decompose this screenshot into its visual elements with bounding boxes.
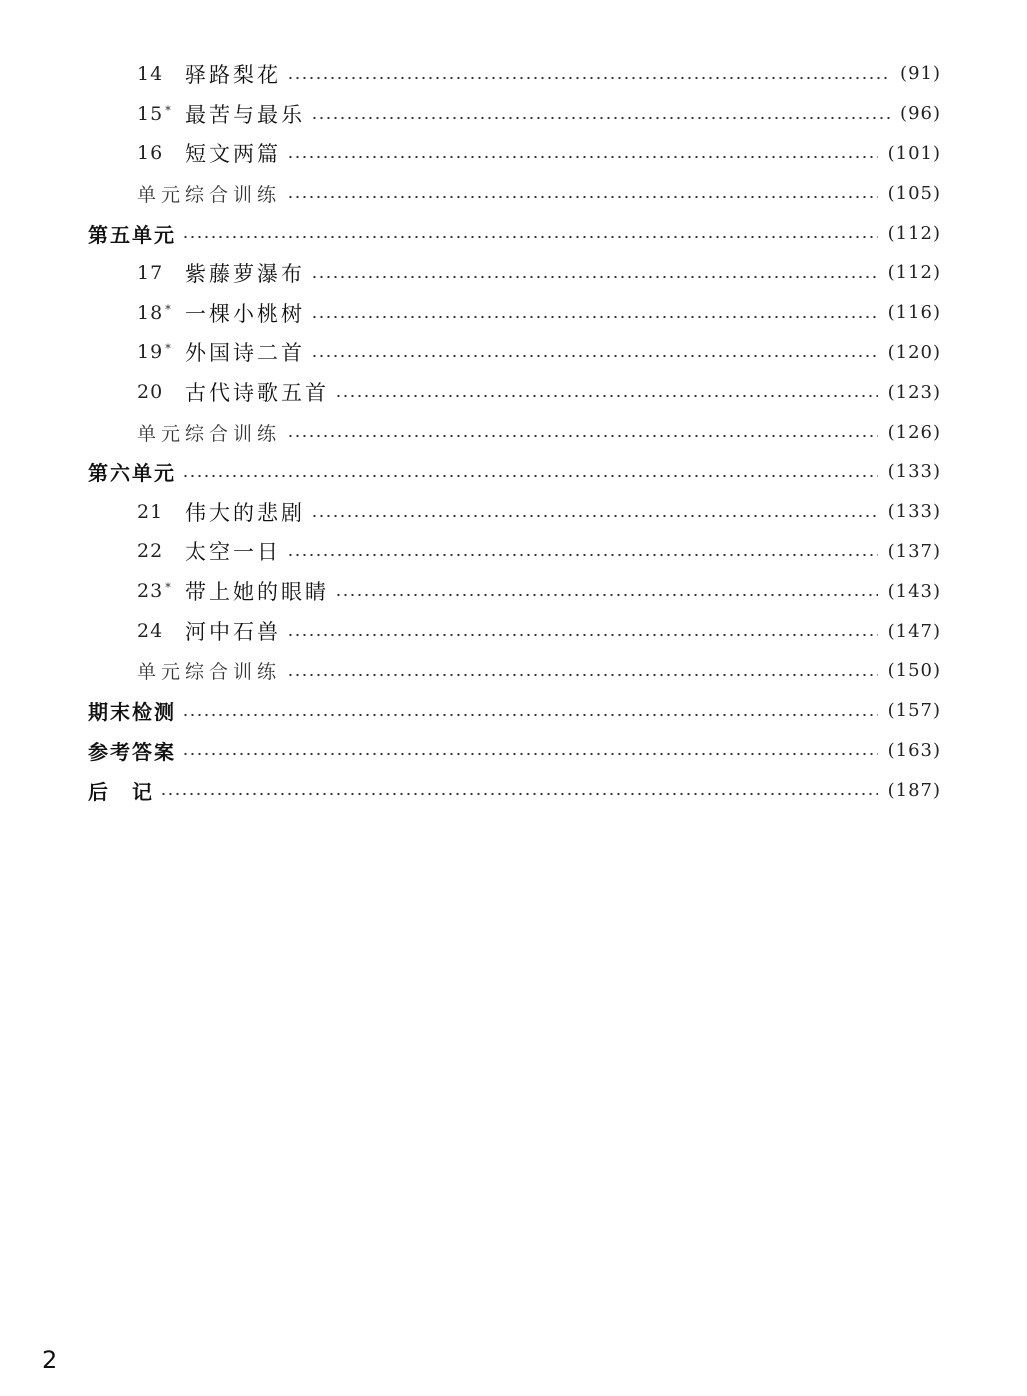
entry-page-number: (112) [887, 222, 941, 244]
toc-entry-lesson [0, 571, 1027, 611]
dot-leader [311, 275, 878, 279]
toc-entry-review [0, 173, 1027, 213]
entry-page-number: (187) [887, 779, 941, 801]
toc-entry-lesson [0, 372, 1027, 412]
entry-title: 期末检测 [88, 700, 176, 725]
entry-page-number: (96) [900, 103, 941, 125]
entry-title: 驿路梨花 [185, 62, 281, 87]
entry-page-number: (133) [887, 501, 941, 523]
entry-page-number: (163) [887, 739, 941, 761]
lesson-number: 16 [137, 142, 164, 165]
dot-leader [335, 593, 878, 597]
entry-title: 最苦与最乐 [185, 102, 305, 127]
toc-entry-lesson [0, 492, 1027, 532]
toc-entry-lesson [0, 532, 1027, 572]
entry-title: 单元综合训练 [137, 422, 282, 445]
optional-lesson-mark: * [165, 103, 172, 117]
toc-entry-lesson [0, 134, 1027, 174]
entry-page-number: (143) [887, 580, 941, 602]
entry-title: 第五单元 [88, 222, 176, 247]
toc-entry-lesson [0, 293, 1027, 333]
entry-page-number: (120) [887, 341, 941, 363]
lesson-number: 22 [137, 540, 164, 563]
dot-leader [182, 713, 878, 717]
entry-page-number: (123) [887, 381, 941, 403]
lesson-number: 21 [137, 500, 164, 523]
toc-entry-lesson [0, 54, 1027, 94]
toc-entry-unit [0, 691, 1027, 731]
entry-title: 河中石兽 [185, 620, 281, 645]
entry-page-number: (157) [887, 700, 941, 722]
entry-title: 伟大的悲剧 [185, 500, 305, 525]
toc-entry-unit [0, 731, 1027, 771]
toc-entry-unit [0, 213, 1027, 253]
entry-page-number: (137) [887, 540, 941, 562]
dot-leader [335, 394, 878, 398]
table-of-contents [0, 54, 1027, 810]
dot-leader [287, 633, 878, 637]
lesson-number: 23 * [137, 580, 172, 603]
toc-entry-lesson [0, 94, 1027, 134]
page-number: 2 [42, 1346, 58, 1374]
dot-leader [287, 76, 890, 80]
dot-leader [287, 553, 878, 557]
entry-title: 带上她的眼睛 [185, 580, 329, 605]
toc-entry-lesson [0, 333, 1027, 373]
dot-leader [287, 673, 878, 677]
toc-entry-review [0, 651, 1027, 691]
entry-title: 古代诗歌五首 [185, 381, 329, 406]
dot-leader [311, 514, 878, 518]
dot-leader [182, 235, 878, 239]
entry-title: 单元综合训练 [137, 183, 282, 206]
entry-title: 单元综合训练 [137, 661, 282, 684]
toc-entry-lesson [0, 611, 1027, 651]
entry-title: 外国诗二首 [185, 341, 305, 366]
toc-entry-unit [0, 452, 1027, 492]
entry-page-number: (112) [887, 262, 941, 284]
optional-lesson-mark: * [165, 302, 172, 316]
entry-page-number: (147) [887, 620, 941, 642]
toc-entry-unit [0, 770, 1027, 810]
dot-leader [311, 315, 878, 319]
dot-leader [287, 155, 878, 159]
lesson-number: 15 * [137, 102, 172, 125]
dot-leader [311, 354, 878, 358]
entry-title: 参考答案 [88, 739, 176, 764]
entry-page-number: (150) [887, 660, 941, 682]
dot-leader [182, 752, 878, 756]
entry-title: 一棵小桃树 [185, 301, 305, 326]
lesson-number: 19 * [137, 341, 172, 364]
entry-page-number: (133) [887, 461, 941, 483]
entry-title: 太空一日 [185, 540, 281, 565]
lesson-number: 14 [137, 62, 164, 85]
entry-title: 短文两篇 [185, 142, 281, 167]
entry-page-number: (126) [887, 421, 941, 443]
toc-entry-review [0, 412, 1027, 452]
entry-title: 第六单元 [88, 461, 176, 486]
dot-leader [182, 474, 878, 478]
entry-page-number: (101) [887, 142, 941, 164]
lesson-number: 18 * [137, 301, 172, 324]
entry-page-number: (105) [887, 182, 941, 204]
dot-leader [160, 792, 878, 796]
dot-leader [287, 195, 878, 199]
entry-page-number: (116) [887, 302, 941, 324]
entry-page-number: (91) [900, 63, 941, 85]
optional-lesson-mark: * [165, 581, 172, 595]
lesson-number: 24 [137, 620, 164, 643]
entry-title: 后 记 [88, 779, 154, 804]
lesson-number: 17 [137, 261, 164, 284]
toc-entry-lesson [0, 253, 1027, 293]
optional-lesson-mark: * [165, 342, 172, 356]
dot-leader [287, 434, 878, 438]
lesson-number: 20 [137, 381, 164, 404]
dot-leader [311, 116, 890, 120]
entry-title: 紫藤萝瀑布 [185, 261, 305, 286]
